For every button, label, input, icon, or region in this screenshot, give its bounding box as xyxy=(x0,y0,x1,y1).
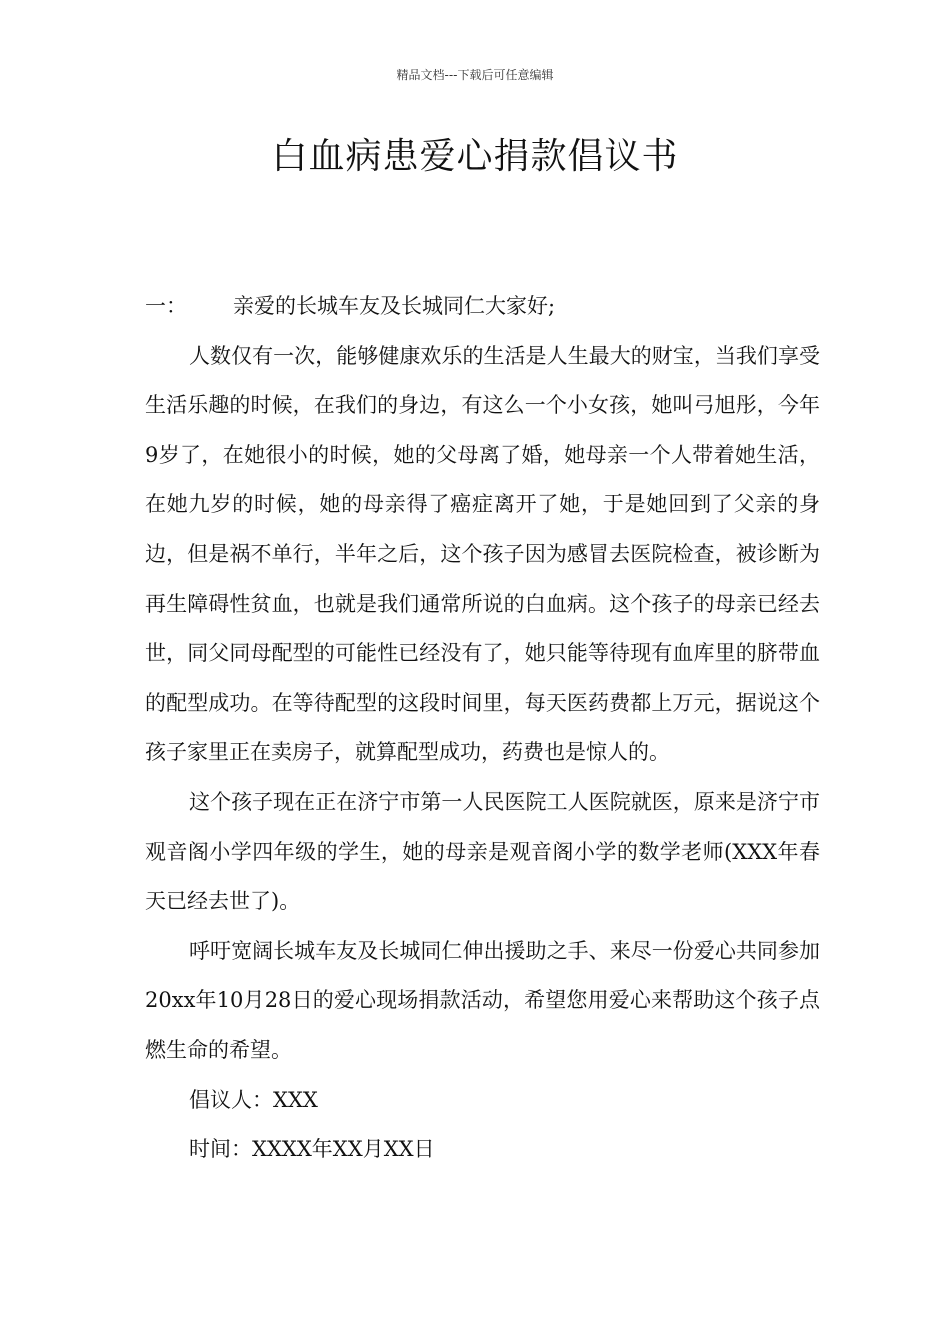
salutation-number: 一： xyxy=(145,294,187,318)
document-body xyxy=(145,282,820,1175)
salutation-text: 亲爱的长城车友及长城同仁大家好; xyxy=(233,294,556,318)
paragraph-story: 人数仅有一次，能够健康欢乐的生活是人生最大的财宝，当我们享受生活乐趣的时候，在我们的身边，有这么一个小女孩，她叫弓旭彤，今年9岁了，在她很小的时候，她的父母离了婚，她母亲一个人带着她生活，在她九岁的时候，她的母亲得了癌症离开了她，于是她回到了父亲的身边，但是祸不单行，半年之后，这个孩子因为感冒去医院检查，被诊断为再生障碍性贫血，也就是我们通常所说的白血病。这个孩子的母亲已经去世，同父同母配型的可能性已经没有了，她只能等待现有血库里的脐带血的配型成功。在等待配型的这段时间里，每天医药费都上万元，据说这个孩子家里正在卖房子，就算配型成功，药费也是惊人的。 xyxy=(145,343,820,765)
document-title: 白血病患爱心捐款倡议书 xyxy=(271,136,679,177)
initiator-line: 倡议人：XXX xyxy=(189,1087,318,1112)
paragraph-hospital: 这个孩子现在正在济宁市第一人民医院工人医院就医，原来是济宁市观音阁小学四年级的学生，她的母亲是观音阁小学的数学老师(XXX年春天已经去世了)。 xyxy=(145,789,820,914)
page-header-note: 精品文档---下载后可任意编辑 xyxy=(396,68,554,82)
salutation xyxy=(145,282,820,332)
date-line: 时间：XXXX年XX月XX日 xyxy=(189,1137,435,1162)
paragraph-appeal: 呼吁宽阔长城车友及长城同仁伸出援助之手、来尽一份爱心共同参加20xx年10月28日的爱心现场捐款活动，希望您用爱心来帮助这个孩子点燃生命的希望。 xyxy=(145,938,820,1062)
